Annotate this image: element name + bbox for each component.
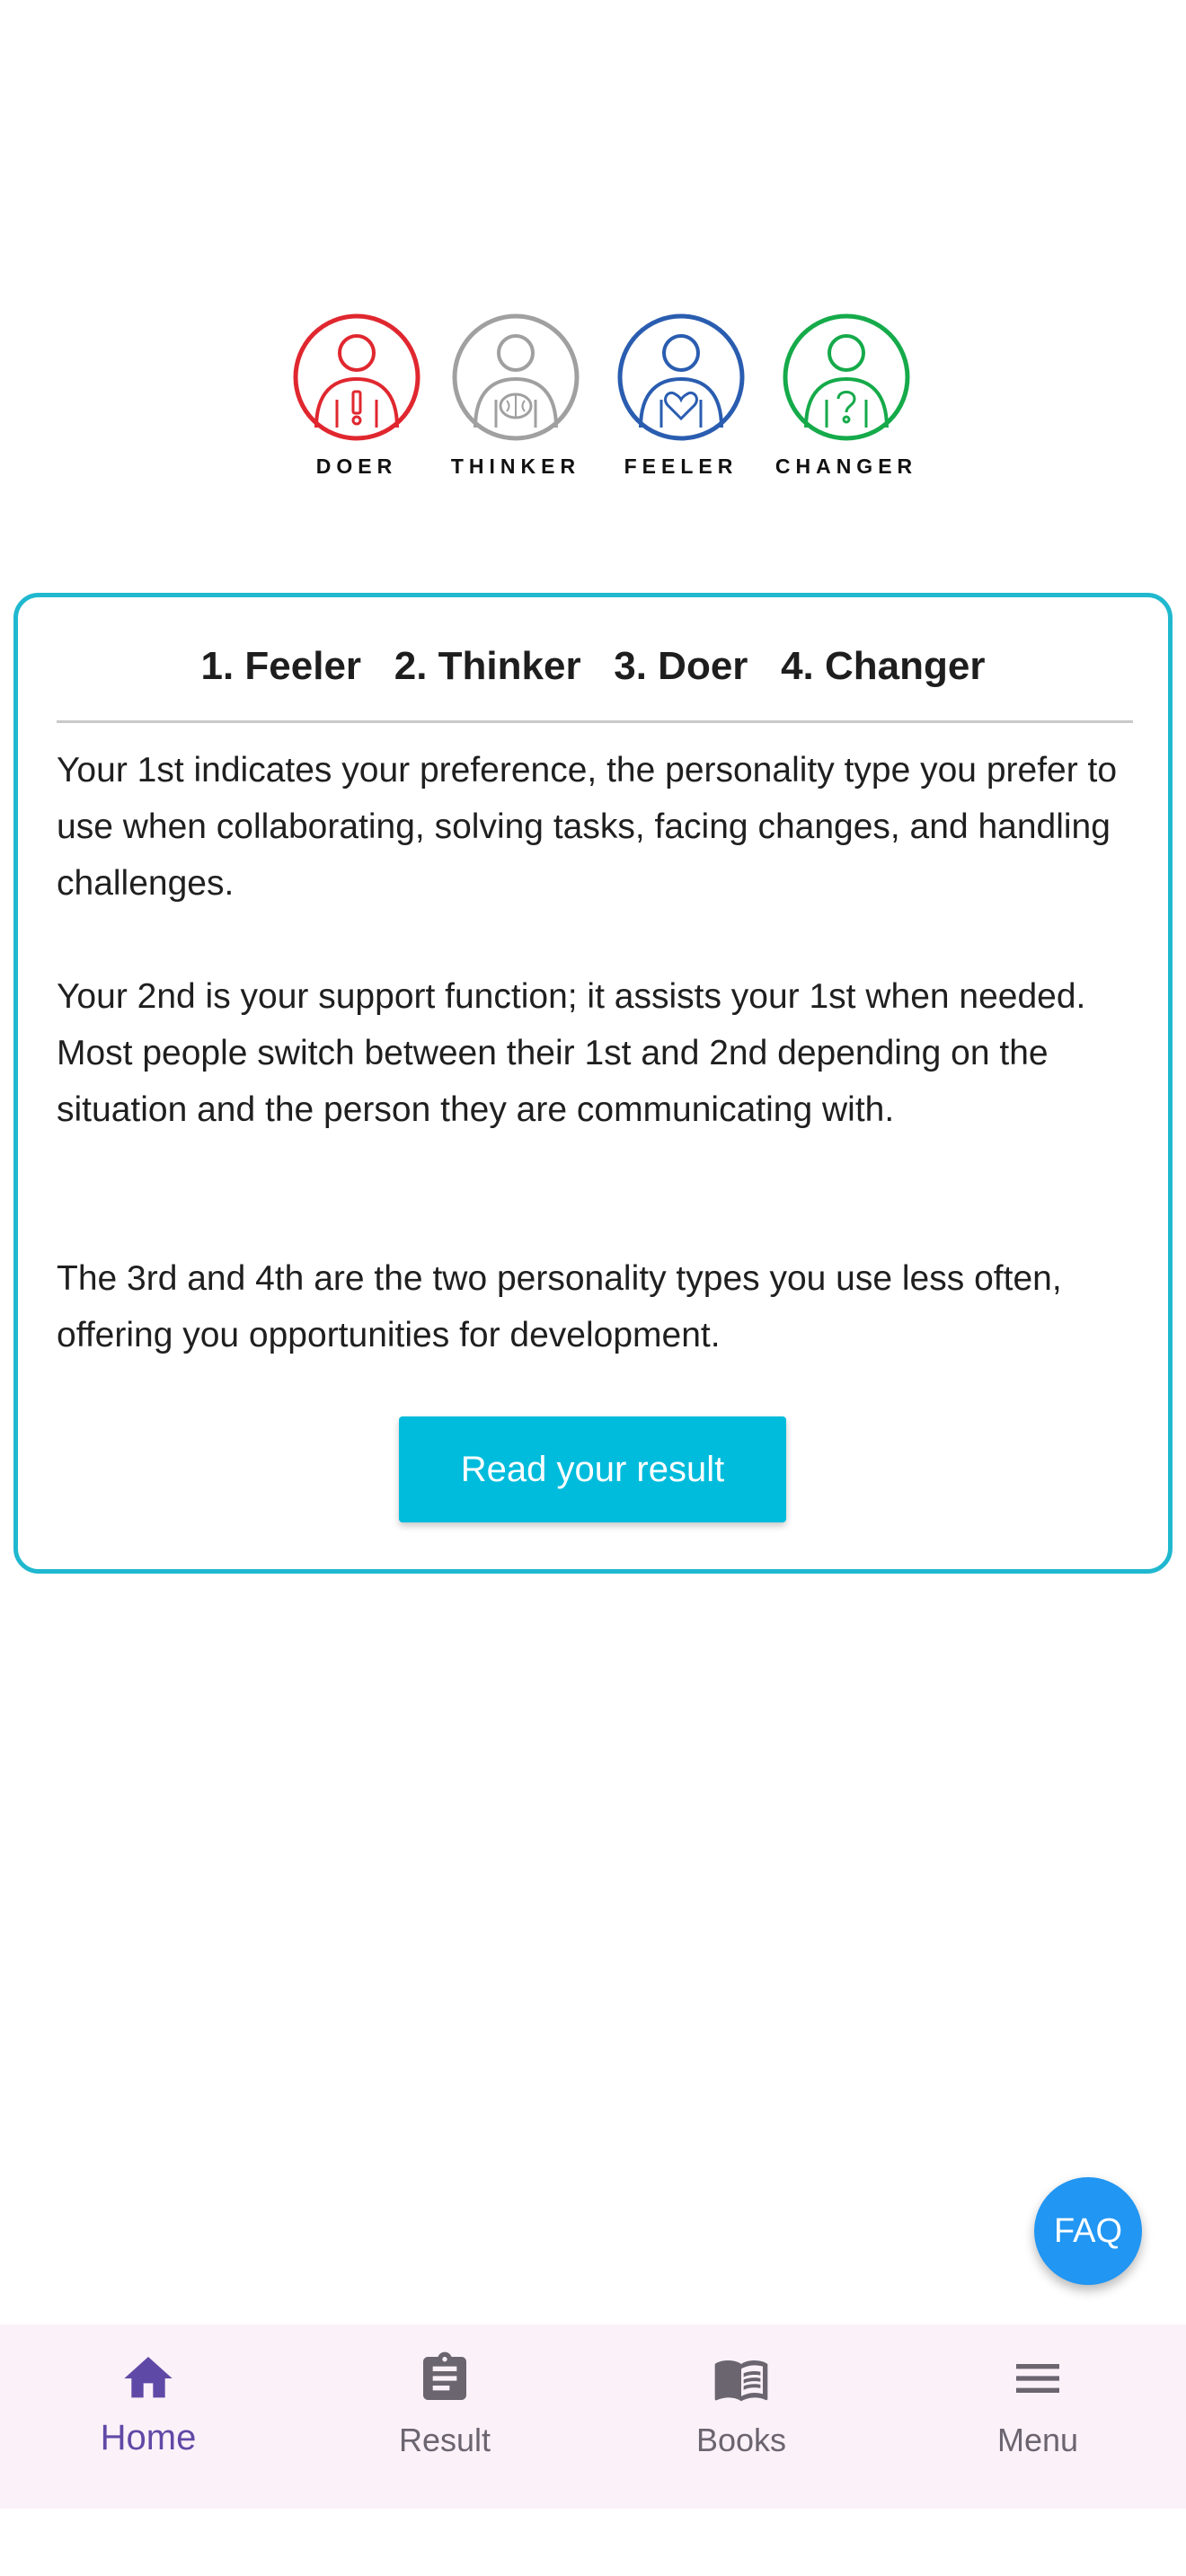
type-label-thinker: THINKER [450, 454, 581, 478]
divider [57, 720, 1133, 723]
feeler-icon [616, 313, 746, 442]
nav-label-menu: Menu [996, 2422, 1079, 2458]
menu-icon [1009, 2350, 1067, 2407]
paragraph-third: The 3rd and 4th are the two personality types you use less often, offering you opportunities for development. [57, 1259, 1062, 1354]
type-changer [757, 313, 936, 492]
nav-label-result: Result [398, 2422, 491, 2458]
home-icon [119, 2350, 177, 2407]
nav-item-home[interactable] [0, 2325, 296, 2509]
paragraph-second: Your 2nd is your support function; it assists your 1st when needed. Most people switch between their 1st and 2nd depending on the situation and the person they are communicating with. [57, 977, 1086, 1129]
bottom-navigation [0, 2325, 1186, 2509]
nav-label-home: Home [100, 2418, 197, 2457]
clipboard-icon [416, 2350, 474, 2407]
type-doer [267, 313, 447, 492]
type-thinker [426, 313, 606, 492]
nav-item-menu[interactable] [890, 2325, 1186, 2509]
result-card [13, 593, 1173, 1574]
nav-item-result[interactable] [296, 2325, 593, 2509]
paragraph-first: Your 1st indicates your preference, the personality type you prefer to use when collaborating, solving tasks, facing changes, and handling challenges. [57, 751, 1118, 903]
type-label-changer: CHANGER [774, 454, 918, 478]
read-result-button[interactable]: Read your result [399, 1416, 786, 1522]
thinker-icon [451, 313, 580, 442]
type-feeler [591, 313, 771, 492]
personality-types [0, 313, 1186, 492]
doer-icon [292, 313, 421, 442]
nav-item-books[interactable] [593, 2325, 890, 2509]
faq-button[interactable]: FAQ [1034, 2177, 1142, 2285]
book-icon [712, 2350, 770, 2407]
nav-label-books: Books [695, 2422, 787, 2458]
changer-icon [782, 313, 911, 442]
type-label-doer: DOER [315, 454, 398, 478]
type-label-feeler: FEELER [624, 454, 739, 478]
ranking-title: 1. Feeler 2. Thinker 3. Doer 4. Changer [200, 644, 986, 688]
